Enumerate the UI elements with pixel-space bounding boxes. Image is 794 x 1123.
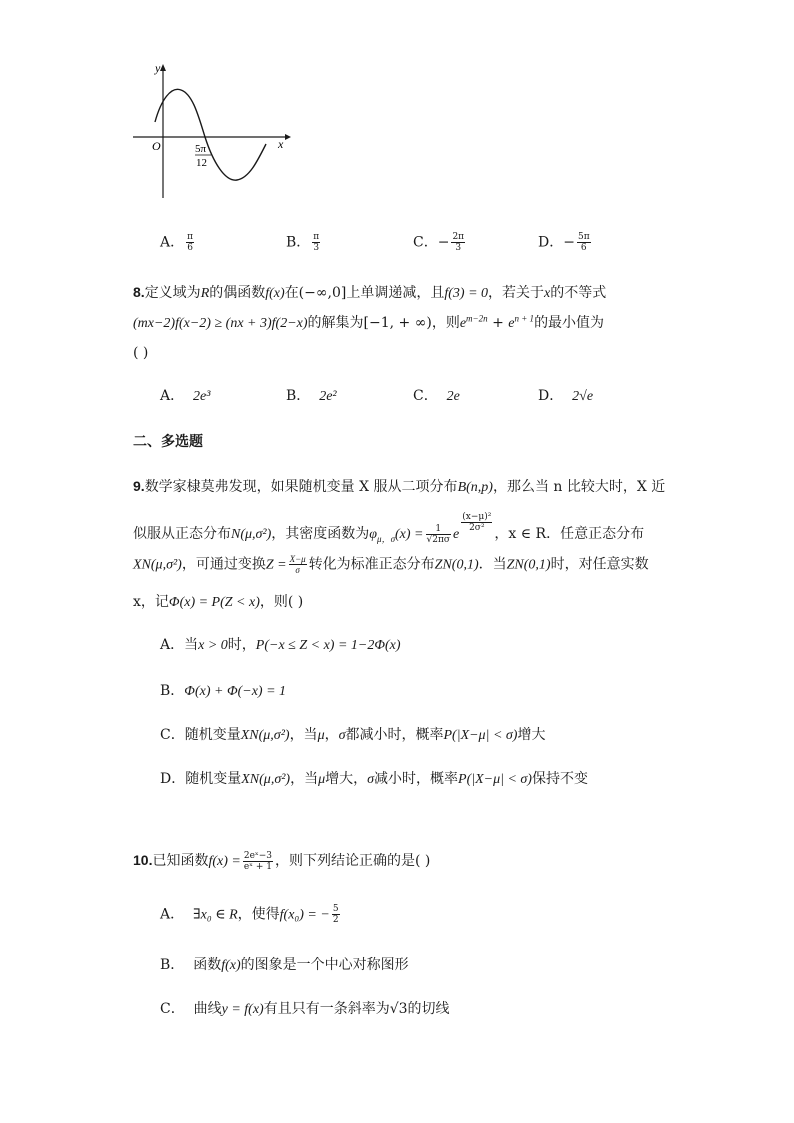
sine-graph [125, 58, 295, 203]
q7-option-a[interactable]: A． $\frac{\pi}{6}$ [160, 232, 194, 253]
q8-option-d[interactable]: D． 2√e [538, 388, 594, 404]
q9-line-3: XN(μ,σ²)，可通过变换Z = $\frac{X-\mu}{\sigma}$ 转化为标准正态分布ZN(0,1)．当ZN(0,1)时，对任意实数 [133, 554, 649, 575]
y-axis-arrow [160, 64, 166, 71]
section-title-multi-choice: 二、多选题 [133, 434, 203, 450]
q7-option-d[interactable]: D．− $\frac{5\pi}{6}$ [538, 232, 590, 253]
sine-curve [155, 89, 266, 180]
tick-label-denominator: 12 [196, 157, 207, 169]
q7-option-b[interactable]: B． $\frac{\pi}{3}$ [286, 232, 320, 253]
q10-line-1: 10.已知函数f(x) = $\frac{\text{2eˣ−3}}{\text{eˣ + 1}}$ ，则下列结论正确的是( ) [133, 850, 431, 872]
q10-option-b[interactable]: B． 函数f(x)的图象是一个中心对称图形 [160, 957, 409, 973]
x-axis-label: x [278, 137, 284, 151]
q10-option-c[interactable]: C． 曲线y = f(x)有且只有一条斜率为√3的切线 [160, 1001, 450, 1017]
tick-label-numerator: 5π [195, 143, 207, 155]
x-axis-arrow [285, 134, 291, 140]
origin-label: O [152, 139, 161, 153]
q8-line-2: (mx−2)f(x−2) ≥ (nx + 3)f(2−x)的解集为[−1, + ∞)，则$e^{m-2n} + e^{n + 1}$的最小值为 [133, 313, 605, 331]
q8-option-c[interactable]: C． 2e [413, 388, 460, 404]
q8-option-b[interactable]: B． 2e² [286, 388, 337, 404]
q8-line-1: 8.定义域为R的偶函数f(x)在(−∞,0]上单调递减，且f(3) = 0，若关于x的不等式 [133, 284, 607, 301]
q8-line-3: ( ) [133, 345, 149, 361]
q9-line-2: 似服从正态分布N(μ,σ²)，其密度函数为$\varphi_{\mu,\sigma}(x)$ = $\frac{1}{√2\pi\sigma}$ e $\frac{\text{(x−μ)²}}{\text{2σ²}}$ ，x ∈ R．任意正态分布 [133, 512, 645, 545]
y-axis-label: y [155, 61, 161, 75]
q9-line-1: 9.数学家棣莫弗发现，如果随机变量 X 服从二项分布B(n,p)，那么当 n 比较大时，X 近 [133, 478, 666, 495]
q9-option-c[interactable]: C．随机变量XN(μ,σ²)，当μ，σ都减小时，概率P(|X−μ| < σ)增大 [160, 727, 546, 743]
q9-option-b[interactable]: B．Φ(x) + Φ(−x) = 1 [160, 683, 287, 699]
q9-line-4: x，记Φ(x) = P(Z < x)，则( ) [133, 594, 304, 610]
q10-option-a[interactable]: A． ∃x₀ ∈ R，使得f(x₀) = − $\frac{5}{2}$ [160, 904, 339, 925]
q9-option-a[interactable]: A．当x > 0时，P(−x ≤ Z < x) = 1−2Φ(x) [160, 637, 401, 653]
q7-option-c[interactable]: C．− $\frac{2\pi}{3}$ [413, 232, 465, 253]
q9-option-d[interactable]: D．随机变量XN(μ,σ²)，当μ增大，σ减小时，概率P(|X−μ| < σ)保持不变 [160, 771, 588, 787]
q8-option-a[interactable]: A． 2e³ [160, 388, 211, 404]
